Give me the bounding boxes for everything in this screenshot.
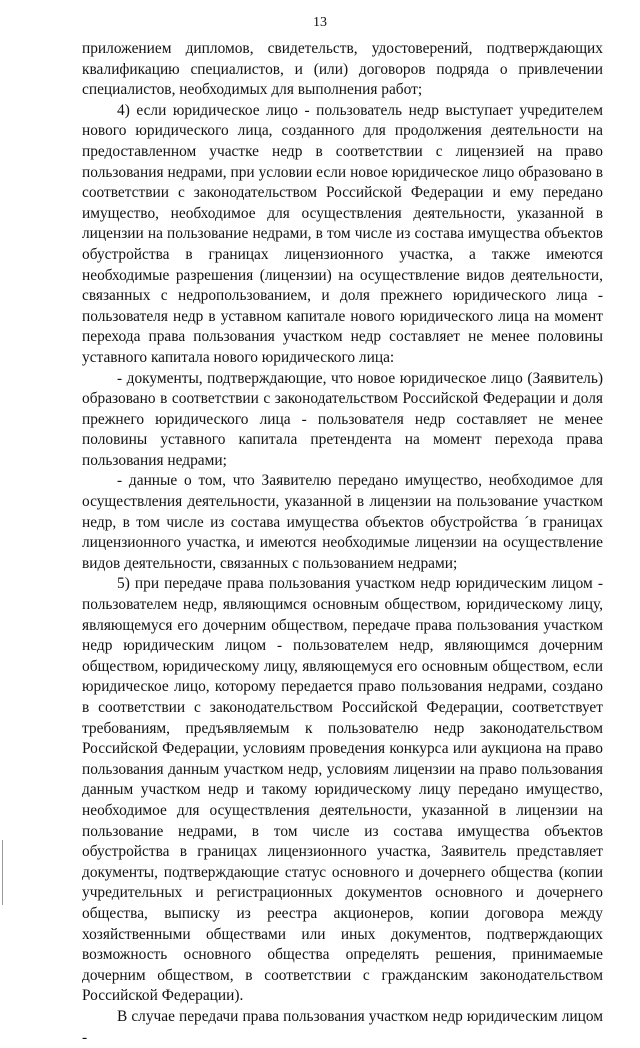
document-body [82,39,603,1048]
paragraph-item-5: 5) при передаче права пользования участком недр юридическим лицом - пользователем недр, являющимся основным обществом, юридическому лицу, являющемуся его дочерним обществом, передаче права пользования участком недр юридическим лицом - пользователем недр, являющимся дочерним обществом, юридическому лицу, являющемуся его основным обществом, если юридическое лицо, которому передается право пользования недрами, создано в соответствии с законодательством Российской Федерации, соответствует требованиям, предъявляемым к пользователю недр законодательством Российской Федерации, условиям проведения конкурса или аукциона на право пользования данным участком недр, условиям лицензии на право пользования данным участком недр и такому юридическому лицу передано имущество, необходимое для осуществления деятельности, указанной в лицензии на пользование недрами, в том числе из состава имущества объектов обустройства в границах лицензионного участка, Заявитель представляет документы, подтверждающие статус основного и дочернего общества (копии учредительных и регистрационных документов основного и дочернего общества, выписку из реестра акционеров, копии договора между хозяйственными обществами или иных документов, подтверждающих возможность основного общества определять решения, принимаемые дочерним обществом, в соответствии с гражданским законодательством Российской Федерации). [82,575,603,1005]
paragraph-continuation: приложением дипломов, свидетельств, удостоверений, подтверждающих квалификацию специалистов, и (или) договоров подряда о привлечении специалистов, необходимых для выполнения работ; [82,40,603,99]
scan-edge-line [2,840,3,905]
paragraph-item-4: 4) если юридическое лицо - пользователь недр выступает учредителем нового юридического лица, созданного для продолжения деятельности на предоставленном участке недр в соответствии с лицензией на право пользования недрами, при условии если новое юридическое лицо образовано в соответствии с законодательством Российской Федерации и ему передано имущество, необходимое для осуществления деятельности, указанной в лицензии на пользование недрами, в том числе из состава имущества объектов обустройства в границах лицензионного участка, а также имеются необходимые разрешения (лицензии) на осуществление видов деятельности, связанных с недропользованием, и доля прежнего юридического лица - пользователя недр в уставном капитале нового юридического лица на момент перехода права пользования участком недр составляет не менее половины уставного капитала нового юридического лица: [82,101,603,366]
page-number: 13 [313,15,327,30]
paragraph-bullet-documents: - документы, подтверждающие, что новое юридическое лицо (Заявитель) образовано в соответствии с законодательством Российской Федерации и доля прежнего юридического лица - пользователя недр составляет не менее половины уставного капитала претендента на момент перехода права пользования недрами; [82,369,603,469]
paragraph-final: В случае передачи права пользования участком недр юридическим лицом - [82,1007,603,1046]
paragraph-bullet-property-data: - данные о том, что Заявителю передано имущество, необходимое для осуществления деятельности, указанной в лицензии на пользование участком недр, в том числе из состава имущества объектов обустройства ´в границах лицензионного участка, и имеются необходимые лицензии на осуществление видов деятельности, связанных с пользованием недрами; [82,472,603,572]
